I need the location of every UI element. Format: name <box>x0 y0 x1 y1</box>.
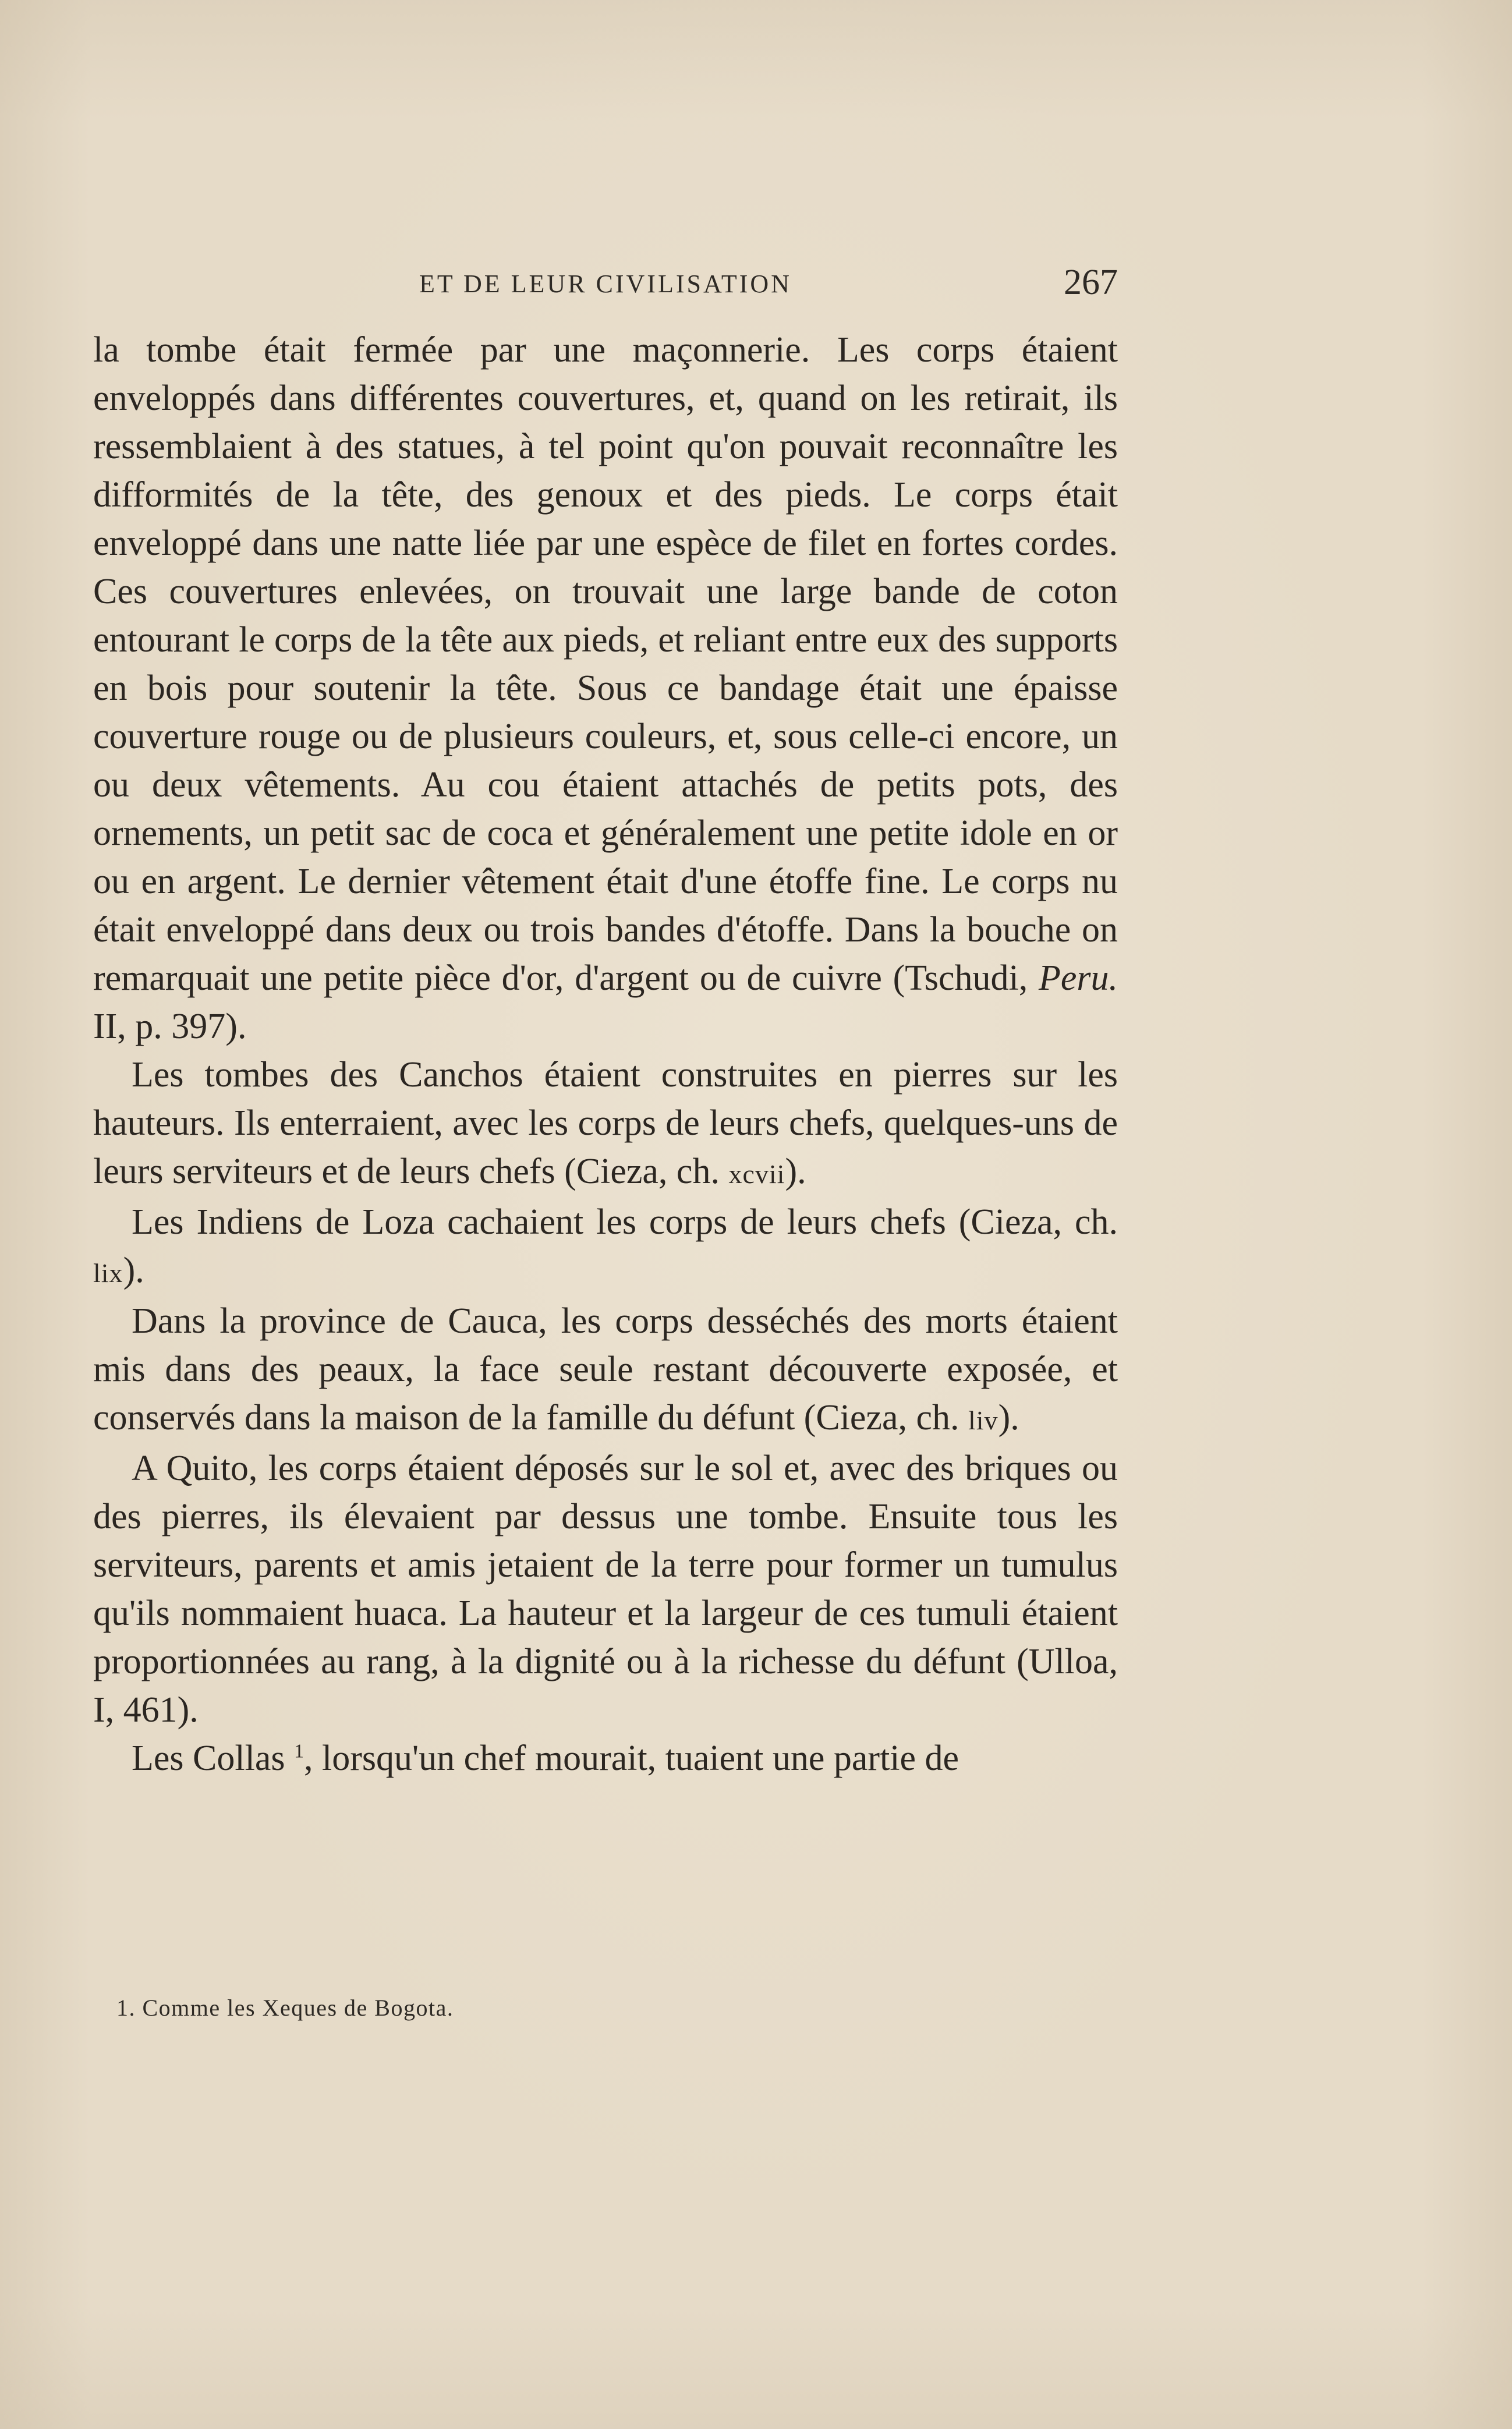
chapter-ref: liv <box>968 1405 998 1435</box>
chapter-ref: lix <box>93 1258 123 1288</box>
paragraph-text: , lorsqu'un chef mourait, tuaient une partie de <box>303 1738 959 1778</box>
paragraph-text: Les tombes des Canchos étaient construites en pierres sur les hauteurs. Ils enterraient, avec les corps de leurs chefs, quelques-uns de leurs serviteurs et de leurs chefs (Cieza, ch. <box>93 1055 1118 1191</box>
paragraph-text: ). <box>998 1398 1019 1437</box>
paragraph <box>93 1734 1118 1783</box>
chapter-ref: xcvii <box>728 1159 785 1189</box>
paragraph-text: II, p. 397). <box>93 1007 247 1046</box>
paragraph-text: ). <box>785 1152 806 1191</box>
paragraph <box>93 1444 1118 1734</box>
paragraph-text: la tombe était fermée par une maçonnerie. Les corps étaient enveloppés dans différentes couvertures, et, quand on les retirait, ils ressemblaient à des statues, à tel point qu'on pouvait reconnaître les difformités de la tête, des genoux et des pieds. Le corps était enveloppé dans une natte liée par une espèce de filet en fortes cordes. Ces couvertures enlevées, on trouvait une large bande de coton entourant le corps de la tête aux pieds, et reliant entre eux des supports en bois pour soutenir la tête. Sous ce bandage était une épaisse couverture rouge ou de plusieurs couleurs, et, sous celle-ci encore, un ou deux vêtements. Au cou étaient attachés de petits pots, des ornements, un petit sac de coca et généralement une petite idole en or ou en argent. Le dernier vêtement était d'une étoffe fine. Le corps nu était enveloppé dans deux ou trois bandes d'étoffe. Dans la bouche on remarquait une petite pièce d'or, d'argent ou de cuivre (Tschudi, <box>93 330 1118 998</box>
citation-title: Peru. <box>1038 958 1118 998</box>
paragraph <box>93 326 1118 1051</box>
paragraph <box>93 1051 1118 1198</box>
footnote: 1. Comme les Xeques de Bogota. <box>116 1995 454 2021</box>
running-head: ET DE LEUR CIVILISATION <box>419 270 792 298</box>
body-text <box>93 326 1118 1783</box>
paragraph <box>93 1198 1118 1297</box>
paragraph-text: ). <box>123 1251 144 1290</box>
footnote-marker: 1 <box>293 1740 304 1762</box>
paragraph-text: Les Indiens de Loza cachaient les corps de leurs chefs (Cieza, ch. <box>132 1202 1118 1242</box>
paragraph-text: Les Collas <box>132 1738 285 1778</box>
paragraph-text: Dans la province de Cauca, les corps desséchés des morts étaient mis dans des peaux, la face seule restant découverte exposée, et conservés dans la maison de la famille du défunt (Cieza, ch. <box>93 1301 1118 1437</box>
paragraph-text: A Quito, les corps étaient déposés sur le sol et, avec des briques ou des pierres, ils élevaient par dessus une tombe. Ensuite tous les serviteurs, parents et amis jetaient de la terre pour former un tumulus qu'ils nommaient huaca. La hauteur et la largeur de ces tumuli étaient proportionnées au rang, à la dignité ou à la richesse du défunt (Ulloa, I, 461). <box>93 1449 1118 1730</box>
page-header <box>93 262 1118 309</box>
page-number: 267 <box>1064 263 1118 302</box>
paragraph <box>93 1297 1118 1444</box>
